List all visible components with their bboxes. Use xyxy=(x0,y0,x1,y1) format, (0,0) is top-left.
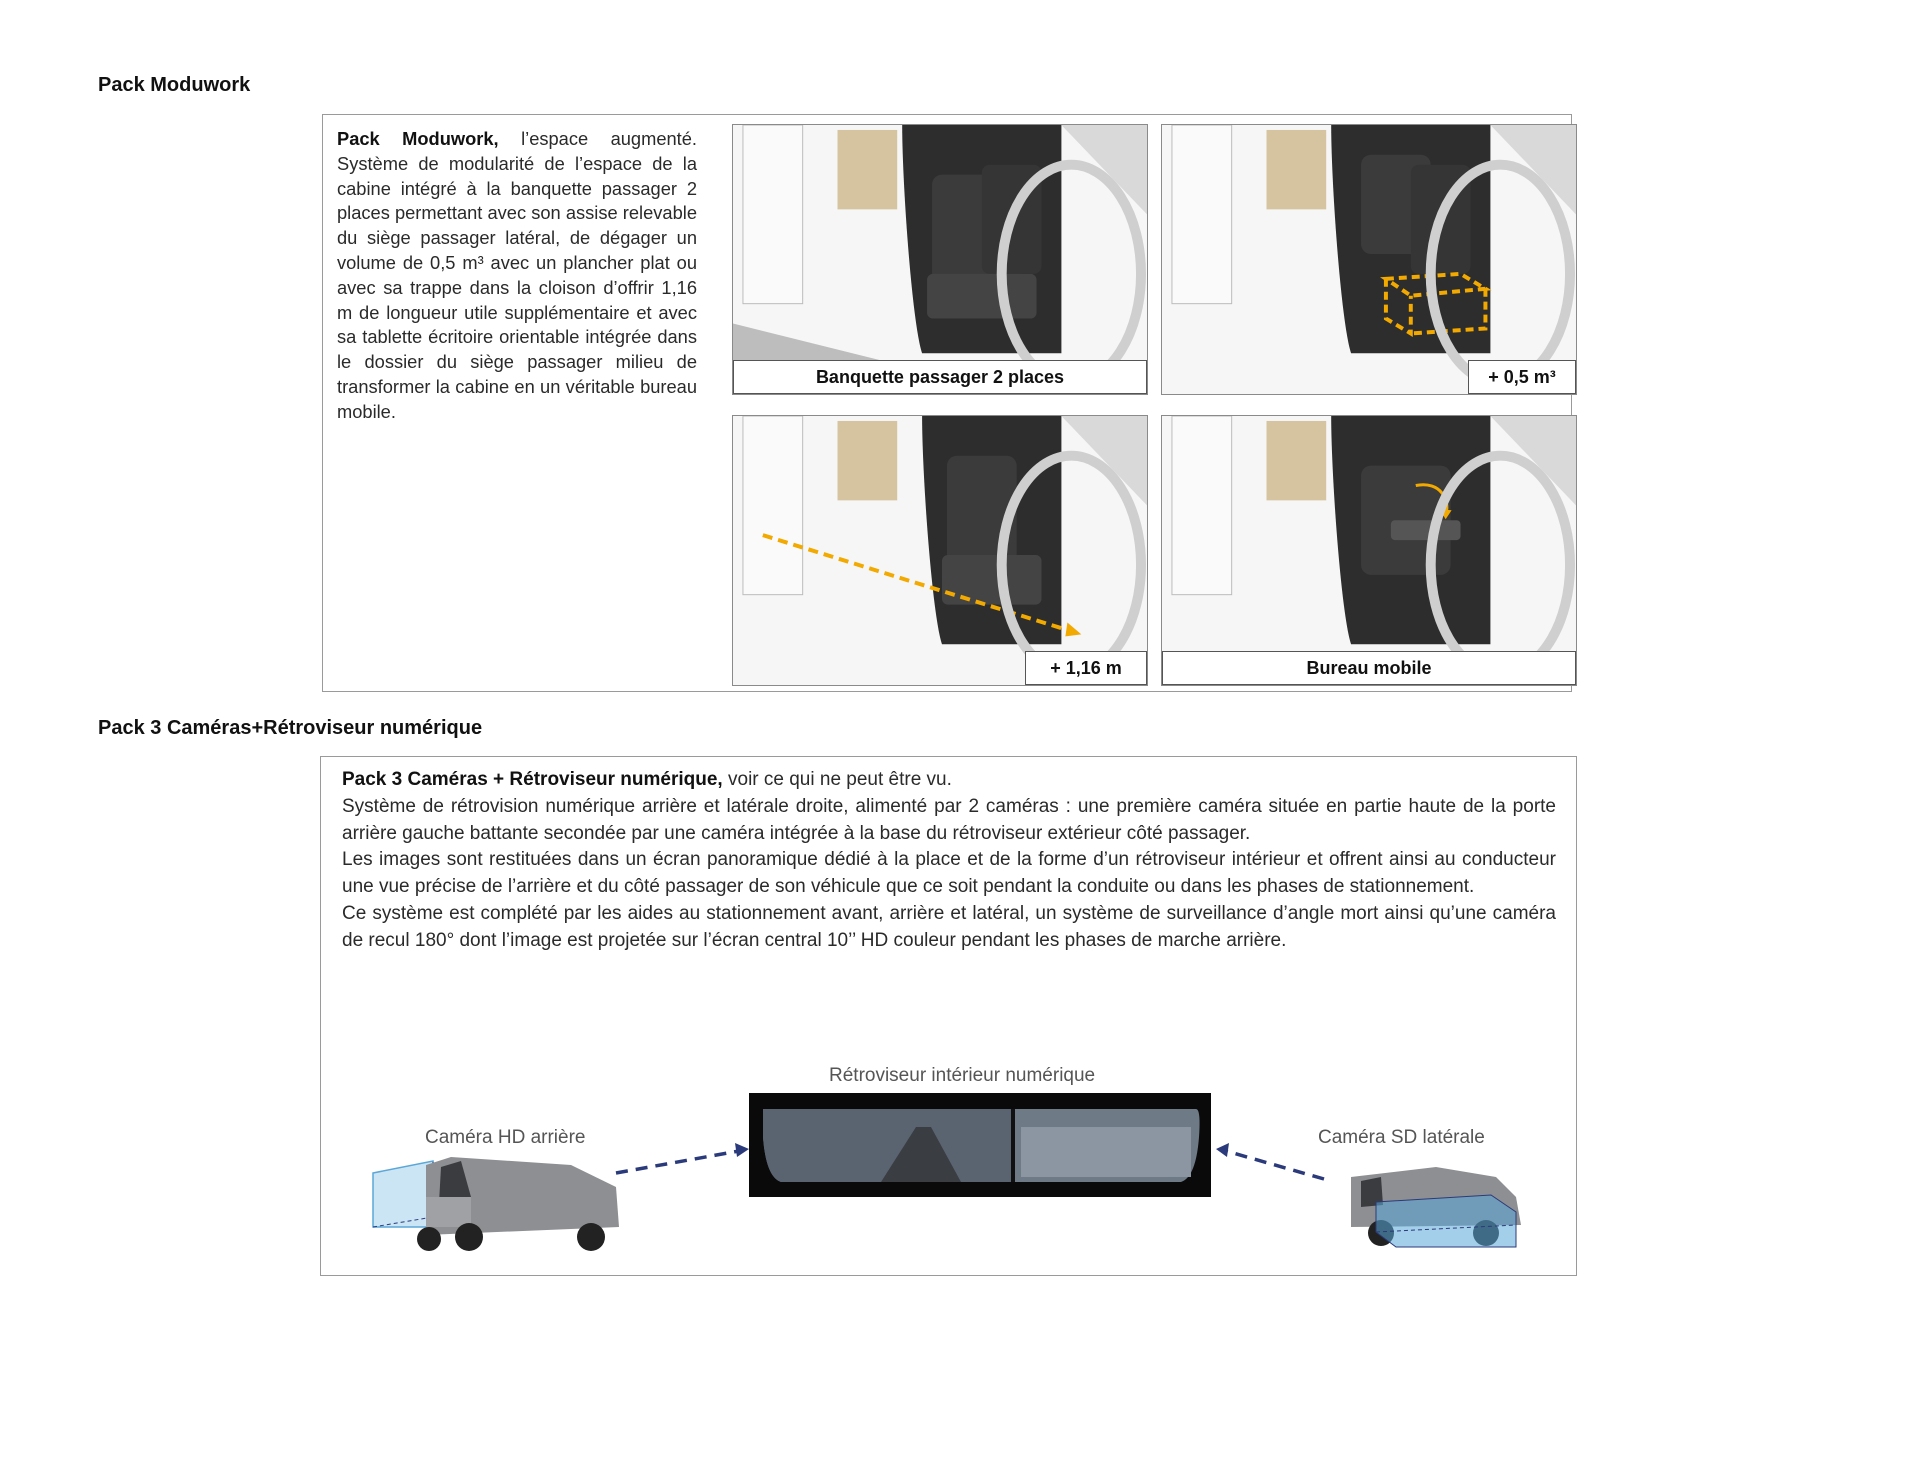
panel-desk xyxy=(1161,415,1577,686)
moduwork-box xyxy=(322,114,1572,692)
section-heading-cameras: Pack 3 Caméras+Rétroviseur numérique xyxy=(98,717,483,739)
moduwork-description xyxy=(337,127,697,425)
side-van-icon xyxy=(1351,1167,1521,1247)
cameras-box xyxy=(320,756,1577,1276)
rear-camera-label: Caméra HD arrière xyxy=(425,1127,586,1148)
digital-mirror-icon xyxy=(749,1093,1211,1197)
caption-length: + 1,16 m xyxy=(1025,651,1147,685)
cameras-intro-rest: voir ce qui ne peut être vu. xyxy=(722,769,952,790)
mirror-label: Rétroviseur intérieur numérique xyxy=(829,1065,1096,1086)
panel-length xyxy=(732,415,1148,686)
moduwork-intro-bold: Pack Moduwork, xyxy=(337,128,499,149)
cargo-volume-photo-icon xyxy=(1162,125,1576,394)
cameras-para-2: Les images sont restituées dans un écran panoramique dédié à la place et de la forme d’un rétroviseur intérieur et offrent ainsi au conducteur une vue précise de l’arrière et du côté passager de son véhicule que ce soit pendant la conduite ou dans les phases de stationnement. xyxy=(342,849,1556,898)
cameras-intro-bold: Pack 3 Caméras + Rétroviseur numérique, xyxy=(342,769,723,790)
cameras-para-1-cont: Système de rétrovision numérique arrière et latérale droite, alimenté par 2 caméras : une première caméra située en partie haute de la porte arrière gauche battante secondée par une caméra intégrée à la base du rétroviseur extérieur côté passager. xyxy=(342,795,1556,844)
bench-seat-photo-icon xyxy=(733,125,1147,394)
side-camera-label: Caméra SD latérale xyxy=(1318,1127,1485,1148)
caption-volume: + 0,5 m³ xyxy=(1468,360,1576,394)
desk-tablet-photo-icon xyxy=(1162,416,1576,685)
moduwork-intro-rest: l’espace augmenté. xyxy=(498,128,697,149)
rear-van-icon xyxy=(373,1157,619,1251)
caption-bench-seat: Banquette passager 2 places xyxy=(733,360,1147,394)
length-arrow-photo-icon xyxy=(733,416,1147,685)
rear-camera-arrow xyxy=(616,1143,749,1173)
panel-bench-seat xyxy=(732,124,1148,395)
cameras-para-3: Ce système est complété par les aides au stationnement avant, arrière et latéral, un système de surveillance d’angle mort ainsi qu’une caméra de recul 180° dont l’image est projetée sur l’écran central 10’’ HD couleur pendant les phases de marche arrière. xyxy=(342,902,1556,951)
side-camera-arrow xyxy=(1216,1143,1324,1179)
caption-desk: Bureau mobile xyxy=(1162,651,1576,685)
panel-volume xyxy=(1161,124,1577,395)
section-heading-moduwork: Pack Moduwork xyxy=(98,74,251,96)
camera-diagram xyxy=(321,757,1578,1277)
moduwork-body: Système de modularité de l’espace de la cabine intégré à la banquette passager 2 places permettant avec son assise relevable du siège passager latéral, de dégager un volume de 0,5 m³ avec un plancher plat ou avec sa trappe dans la cloison d’offrir 1,16 m de longueur utile supplémentaire et avec sa tablette écritoire orientable intégrée dans le dossier du siège passager milieu de transformer la cabine en un véritable bureau mobile. xyxy=(337,152,697,422)
